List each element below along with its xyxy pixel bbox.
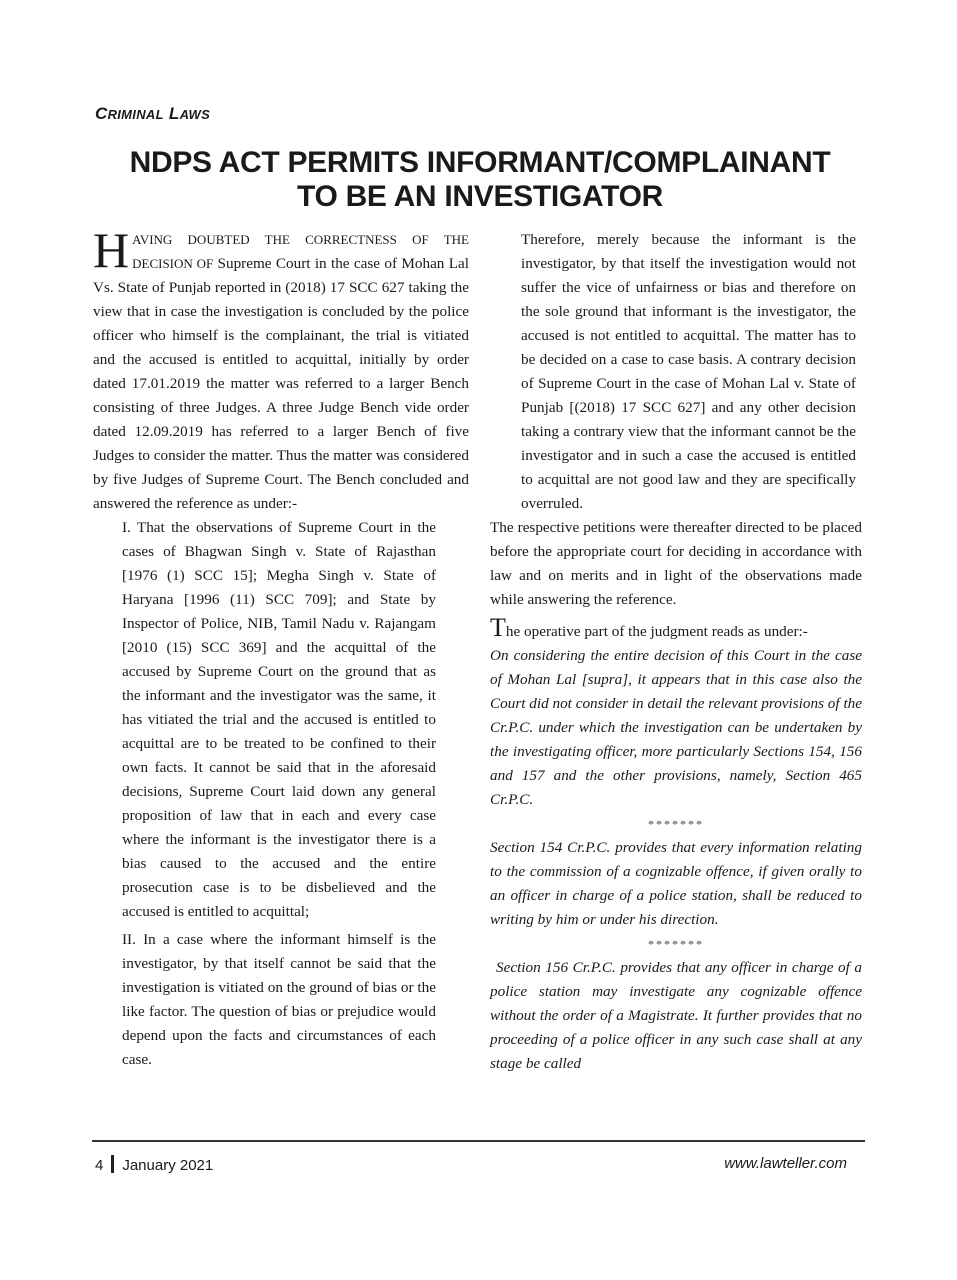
website-link[interactable]: www.lawteller.com xyxy=(724,1155,847,1172)
section-initial: L xyxy=(168,104,180,123)
intro-text: Supreme Court in the case of Mohan Lal Vs. State of Punjab reported in (2018) 17 SCC 627 taking the view that in case the investigation is concluded by the police officer who himself is the complainant, the trial is vitiated and the accused is entitled to acquittal, initially by order dated 17.01.2019 the matter was referred to a larger Bench consisting of three Judges. A three Judge Bench vide order dated 12.09.2019 has referred to a larger Bench of five Judges to consider the matter. Thus the matter was considered by five Judges of Supreme Court. The Bench concluded and answered the reference as under:- xyxy=(93,255,469,512)
title-line: NDPS ACT PERMITS INFORMANT/COMPLAINANT xyxy=(129,146,831,179)
article-title xyxy=(60,146,900,214)
footer-rule xyxy=(92,1140,865,1142)
drop-cap: H xyxy=(93,222,130,278)
paragraph xyxy=(490,613,862,644)
continuation-paragraph: Therefore, merely because the informant is the investigator, by that itself the investigation would not suffer the vice of unfairness or bias and therefore on the sole ground that informant is the investigator, the accused is not entitled to acquittal. The matter has to be decided on a case to case basis. A contrary decision of Supreme Court in the case of Mohan Lal v. State of Punjab [(2018) 17 SCC 627] and any other decision taking a contrary view that the informant cannot be the investigator and in such a case the accused is entitled to acquittal are not good law and they are specifically overruled. xyxy=(521,231,856,512)
section-rest: AWS xyxy=(179,107,211,122)
quote-paragraph: Section 154 Cr.P.C. provides that every information relating to the commission of a cognizable offence, if given orally to an officer in charge of a police station, shall be reduced to writing by him or under his direction. xyxy=(490,839,862,928)
divider-bar xyxy=(111,1155,114,1173)
left-column xyxy=(93,222,469,1072)
point-two: II. In a case where the informant himself is the investigator, by that itself cannot be said that the investigation is vitiated on the ground of bias or the like factor. The question of bias or prejudice would depend upon the facts and circumstances of each case. xyxy=(122,931,436,1068)
quote-paragraph: On considering the entire decision of this Court in the case of Mohan Lal [supra], it appears that in this case also the Court did not consider in detail the relevant provisions of the Cr.P.C. under which the investigation can be undertaken by the investigating officer, more particularly Sections 154, 156 and 157 and the other provisions, namely, Section 465 Cr.P.C. xyxy=(490,647,862,808)
title-line: TO BE AN INVESTIGATOR xyxy=(297,180,663,213)
issue-date: January 2021 xyxy=(122,1157,214,1174)
paragraph-text: he operative part of the judgment reads as under:- xyxy=(505,623,808,640)
page-number: 4 xyxy=(95,1157,104,1174)
section-initial: C xyxy=(95,104,108,123)
right-column xyxy=(490,228,862,1076)
separator: ******* xyxy=(648,817,704,831)
footer-left xyxy=(95,1155,213,1174)
drop-cap: T xyxy=(490,613,506,642)
paragraph: The respective petitions were thereafter directed to be placed before the appropriate court for deciding in accordance with law and on merits and in light of the observations made while answering the reference. xyxy=(490,519,862,608)
section-rest: RIMINAL xyxy=(107,107,164,122)
lead-caps: AVING DOUBTED THE CORRECTNESS OF THE DECISION OF xyxy=(132,232,469,271)
intro-paragraph xyxy=(93,222,469,516)
quote-paragraph: Section 156 Cr.P.C. provides that any officer in charge of a police station may investigate any cognizable offence without the order of a Magistrate. It further provides that no proceeding of a police officer in any such case shall at any stage be called xyxy=(490,959,862,1072)
separator: ******* xyxy=(648,937,704,951)
point-one: I. That the observations of Supreme Court in the cases of Bhagwan Singh v. State of Rajasthan [1976 (1) SCC 15]; Megha Singh v. State of Haryana [1996 (11) SCC 709]; and State by Inspector of Police, NIB, Tamil Nadu v. Rajangam [2010 (15) SCC 369] and the acquittal of the accused by Supreme Court on the ground that as the informant and the investigator was the same, it has vitiated the trial and the accused is entitled to acquittal are to be treated to be confined to their own facts. It cannot be said that in the aforesaid decisions, Supreme Court laid down any general proposition of law that in each and every case where the informant is the investigator there is a bias caused to the accused and the entire prosecution case is to be disbelieved and the accused is entitled to acquittal; xyxy=(122,519,436,920)
section-label xyxy=(95,104,210,124)
